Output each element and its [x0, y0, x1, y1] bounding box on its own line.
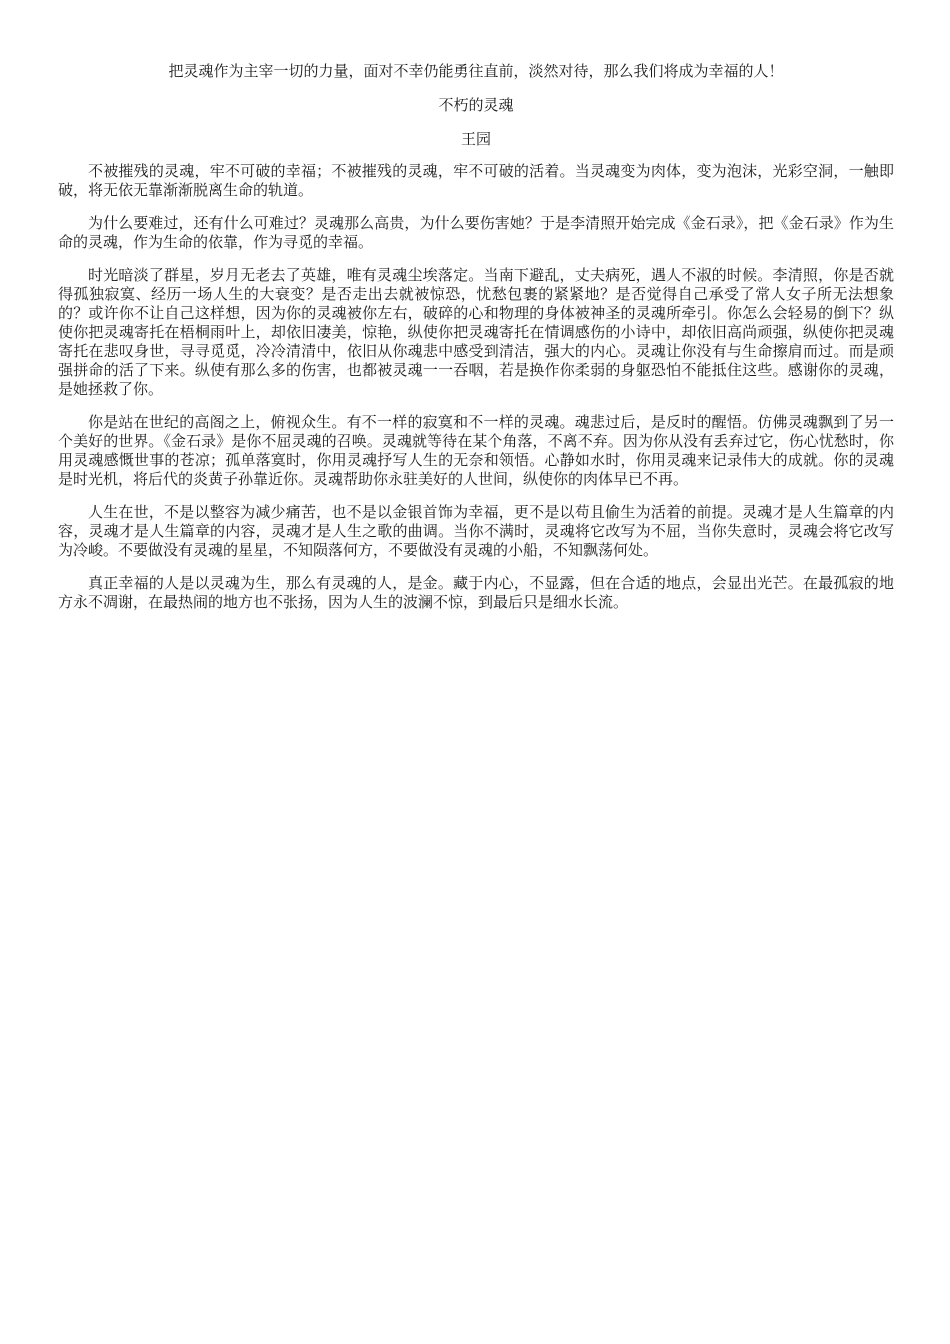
body-paragraph: 真正幸福的人是以灵魂为生，那么有灵魂的人，是金。藏于内心，不显露，但在合适的地点，会显出光芒。在最孤寂的地方永不凋谢，在最热闹的地方也不张扬，因为人生的波澜不惊，到最后只是细水长流。 [58, 574, 894, 611]
body-paragraph: 人生在世，不是以整容为减少痛苦，也不是以金银首饰为幸福，更不是以苟且偷生为活着的前提。灵魂才是人生篇章的内容，灵魂才是人生篇章的内容，灵魂才是人生之歌的曲调。当你不满时，灵魂将它改写为不屈，当你失意时，灵魂会将它改写为冷峻。不要做没有灵魂的星星，不知陨落何方，不要做没有灵魂的小船，不知飘荡何处。 [58, 503, 894, 559]
lead-sentence: 把灵魂作为主宰一切的力量，面对不幸仍能勇往直前，淡然对待，那么我们将成为幸福的人！ [168, 62, 784, 80]
body-paragraph: 不被摧残的灵魂，牢不可破的幸福；不被摧残的灵魂，牢不可破的活着。当灵魂变为肉体，变为泡沫，光彩空洞，一触即破，将无依无靠渐渐脱离生命的轨道。 [58, 162, 894, 199]
essay-author: 王园 [460, 130, 491, 148]
body-paragraph: 时光暗淡了群星，岁月无老去了英雄，唯有灵魂尘埃落定。当南下避乱，丈夫病死，遇人不淑的时候。李清照，你是否就得孤独寂寞、经历一场人生的大衰变？是否走出去就被惊恐，忧愁包裹的紧紧地？是否觉得自己承受了常人女子所无法想象的？或许你不让自己这样想，因为你的灵魂被你左右，破碎的心和物理的身体被神圣的灵魂所牵引。你怎么会轻易的倒下？纵使你把灵魂寄托在梧桐雨叶上，却依旧凄美，惊艳，纵使你把灵魂寄托在情调感伤的小诗中，却依旧高尚顽强，纵使你把灵魂寄托在悲叹身世，寻寻觅觅，冷冷清清中，依旧从你魂悲中感受到清洁，强大的内心。灵魂让你没有与生命擦肩而过。而是顽强拼命的活了下来。纵使有那么多的伤害，也都被灵魂一一吞咽，若是换作你柔弱的身躯恐怕不能抵住这些。感谢你的灵魂，是她拯救了你。 [58, 266, 894, 398]
body-paragraph: 为什么要难过，还有什么可难过？灵魂那么高贵，为什么要伤害她？于是李清照开始完成《金石录》，把《金石录》作为生命的灵魂，作为生命的依靠，作为寻觅的幸福。 [58, 214, 894, 251]
document-page [58, 60, 894, 626]
essay-title: 不朽的灵魂 [438, 96, 514, 114]
body-paragraph: 你是站在世纪的高阁之上，俯视众生。有不一样的寂寞和不一样的灵魂。魂悲过后，是反时的醒悟。仿佛灵魂飘到了另一个美好的世界。《金石录》是你不屈灵魂的召唤。灵魂就等待在某个角落，不离不弃。因为你从没有丢弃过它，伤心忧愁时，你用灵魂感慨世事的苍凉；孤单落寞时，你用灵魂抒写人生的无奈和领悟。心静如水时，你用灵魂来记录伟大的成就。你的灵魂是时光机，将后代的炎黄子孙靠近你。灵魂帮助你永驻美好的人世间，纵使你的肉体早已不再。 [58, 413, 894, 488]
